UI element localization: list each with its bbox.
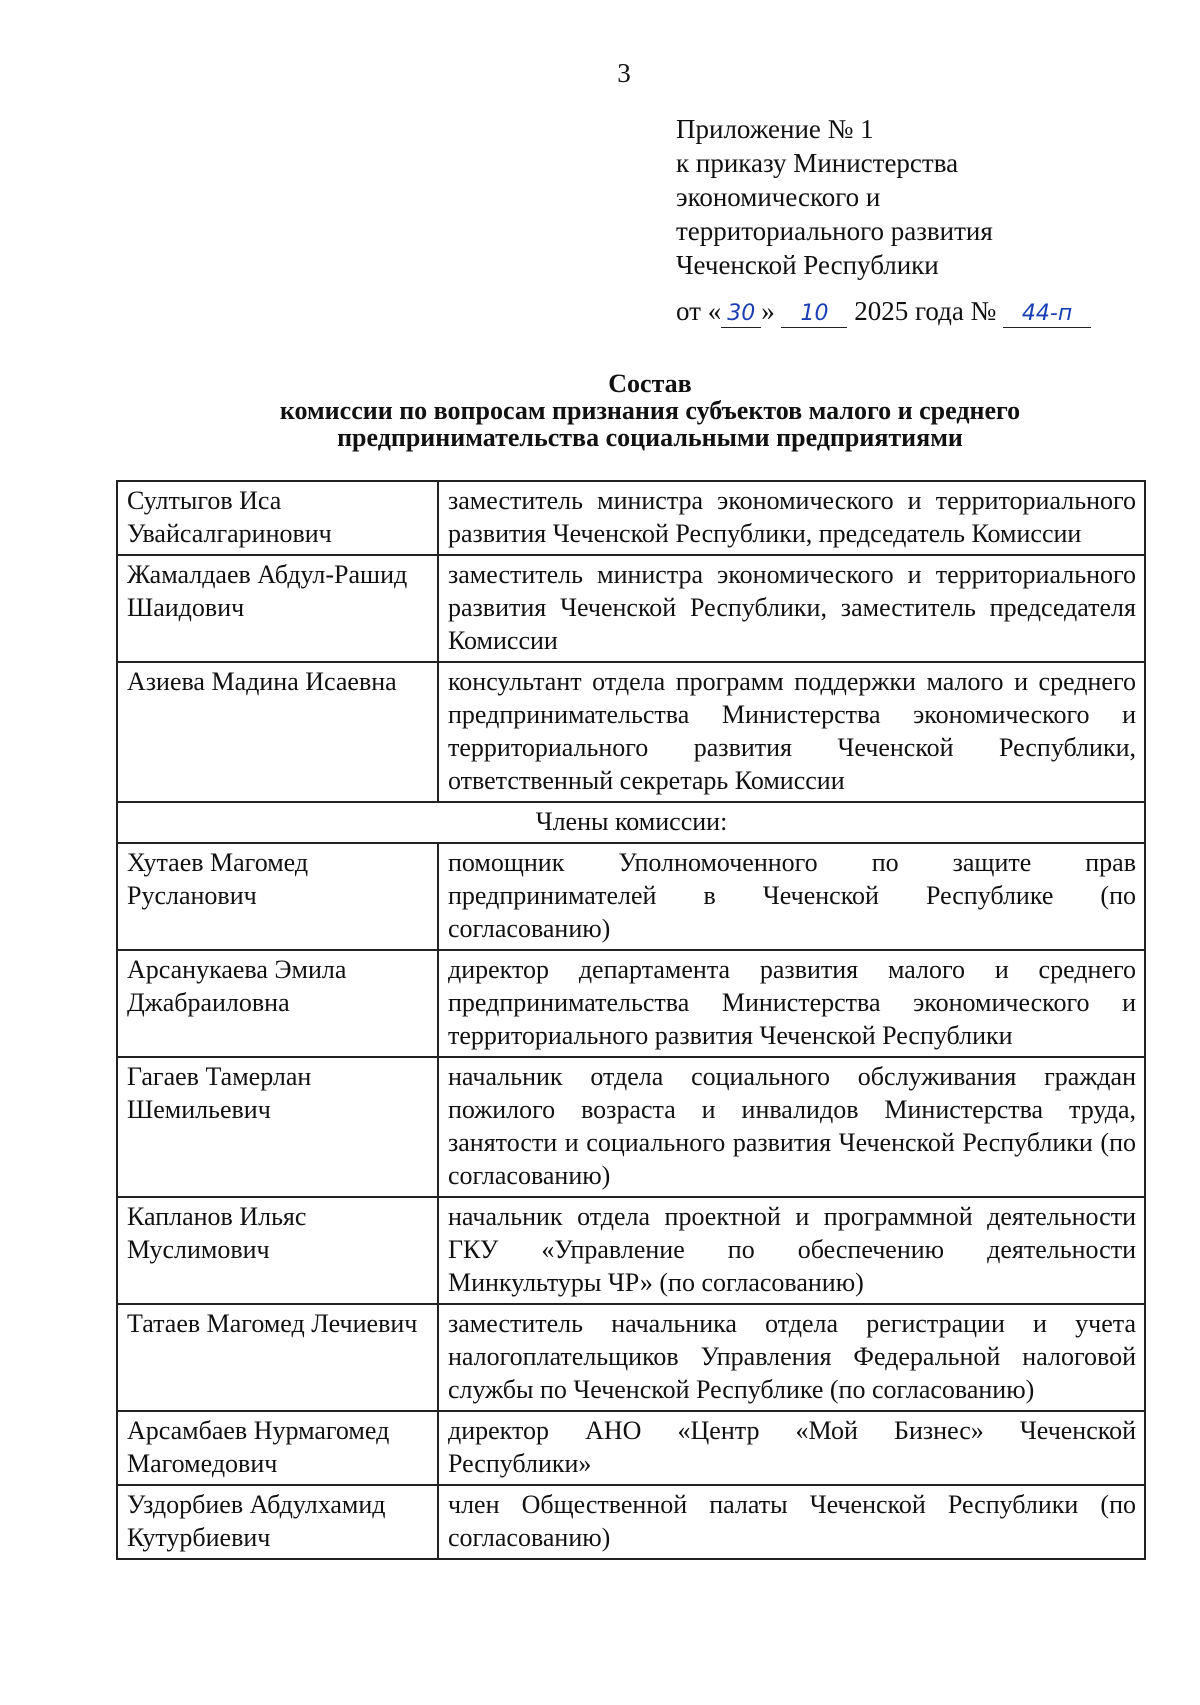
- member-role: заместитель начальника отдела регистрации и учета налогоплательщиков Управления Федеральной налоговой службы по Чеченской Республике (по согласованию): [438, 1304, 1145, 1411]
- member-role: директор АНО «Центр «Мой Бизнес» Чеченской Республики»: [438, 1411, 1145, 1485]
- table-row: [117, 843, 1145, 950]
- appendix-header: [676, 112, 1091, 328]
- order-number: 44-п: [1003, 301, 1091, 328]
- document-title: [150, 370, 1150, 451]
- date-prefix: от «: [676, 296, 722, 326]
- member-name: Арсанукаева Эмила Джабраиловна: [117, 950, 438, 1057]
- table-row: [117, 1485, 1145, 1559]
- appendix-line: экономического и: [676, 182, 881, 212]
- order-year-text: 2025 года №: [854, 296, 997, 326]
- table-row: [117, 481, 1145, 555]
- appendix-line: Чеченской Республики: [676, 250, 939, 280]
- table-row: [117, 1304, 1145, 1411]
- commission-table-body: [117, 481, 1145, 1559]
- appendix-line: к приказу Министерства: [676, 148, 959, 178]
- table-row: [117, 1197, 1145, 1304]
- member-name: Султыгов Иса Увайсалгаринович: [117, 481, 438, 555]
- order-date-line: [676, 294, 1091, 328]
- table-row: [117, 662, 1145, 802]
- order-day: 30: [721, 301, 761, 328]
- title-line: комиссии по вопросам признания субъектов малого и среднего: [279, 396, 1021, 425]
- member-role: заместитель министра экономического и территориального развития Чеченской Республики, председатель Комиссии: [438, 481, 1145, 555]
- member-role: начальник отдела проектной и программной деятельности ГКУ «Управление по обеспечению деятельности Минкультуры ЧР» (по согласованию): [438, 1197, 1145, 1304]
- title-line: предпринимательства социальными предприятиями: [337, 423, 963, 452]
- member-name: Уздорбиев Абдулхамид Кутурбиевич: [117, 1485, 438, 1559]
- table-row: [117, 1411, 1145, 1485]
- title-line: Состав: [608, 369, 692, 398]
- page-number: 3: [617, 58, 631, 88]
- member-name: Арсамбаев Нурмагомед Магомедович: [117, 1411, 438, 1485]
- appendix-line: территориального развития: [676, 216, 993, 246]
- table-row: [117, 555, 1145, 662]
- member-name: Татаев Магомед Лечиевич: [117, 1304, 438, 1411]
- member-role: директор департамента развития малого и среднего предпринимательства Министерства экономического и территориального развития Чеченской Республики: [438, 950, 1145, 1057]
- member-role: член Общественной палаты Чеченской Республики (по согласованию): [438, 1485, 1145, 1559]
- member-role: консультант отдела программ поддержки малого и среднего предпринимательства Министерства экономического и территориального развития Чеченской Республики, ответственный секретарь Комиссии: [438, 662, 1145, 802]
- member-role: заместитель министра экономического и территориального развития Чеченской Республики, заместитель председателя Комиссии: [438, 555, 1145, 662]
- member-role: начальник отдела социального обслуживания граждан пожилого возраста и инвалидов Министерства труда, занятости и социального развития Чеченской Республики (по согласованию): [438, 1057, 1145, 1197]
- member-name: Азиева Мадина Исаевна: [117, 662, 438, 802]
- member-role: помощник Уполномоченного по защите прав предпринимателей в Чеченской Республике (по согласованию): [438, 843, 1145, 950]
- table-row: [117, 1057, 1145, 1197]
- member-name: Хутаев Магомед Русланович: [117, 843, 438, 950]
- commission-table: [116, 480, 1146, 1560]
- member-name: Жамалдаев Абдул-Рашид Шаидович: [117, 555, 438, 662]
- appendix-line: Приложение № 1: [676, 114, 874, 144]
- members-section-heading: Члены комиссии:: [117, 802, 1145, 843]
- table-row: [117, 950, 1145, 1057]
- table-section-row: [117, 802, 1145, 843]
- member-name: Гагаев Тамерлан Шемильевич: [117, 1057, 438, 1197]
- date-day-close: »: [761, 296, 775, 326]
- member-name: Капланов Ильяс Муслимович: [117, 1197, 438, 1304]
- order-month: 10: [781, 301, 847, 328]
